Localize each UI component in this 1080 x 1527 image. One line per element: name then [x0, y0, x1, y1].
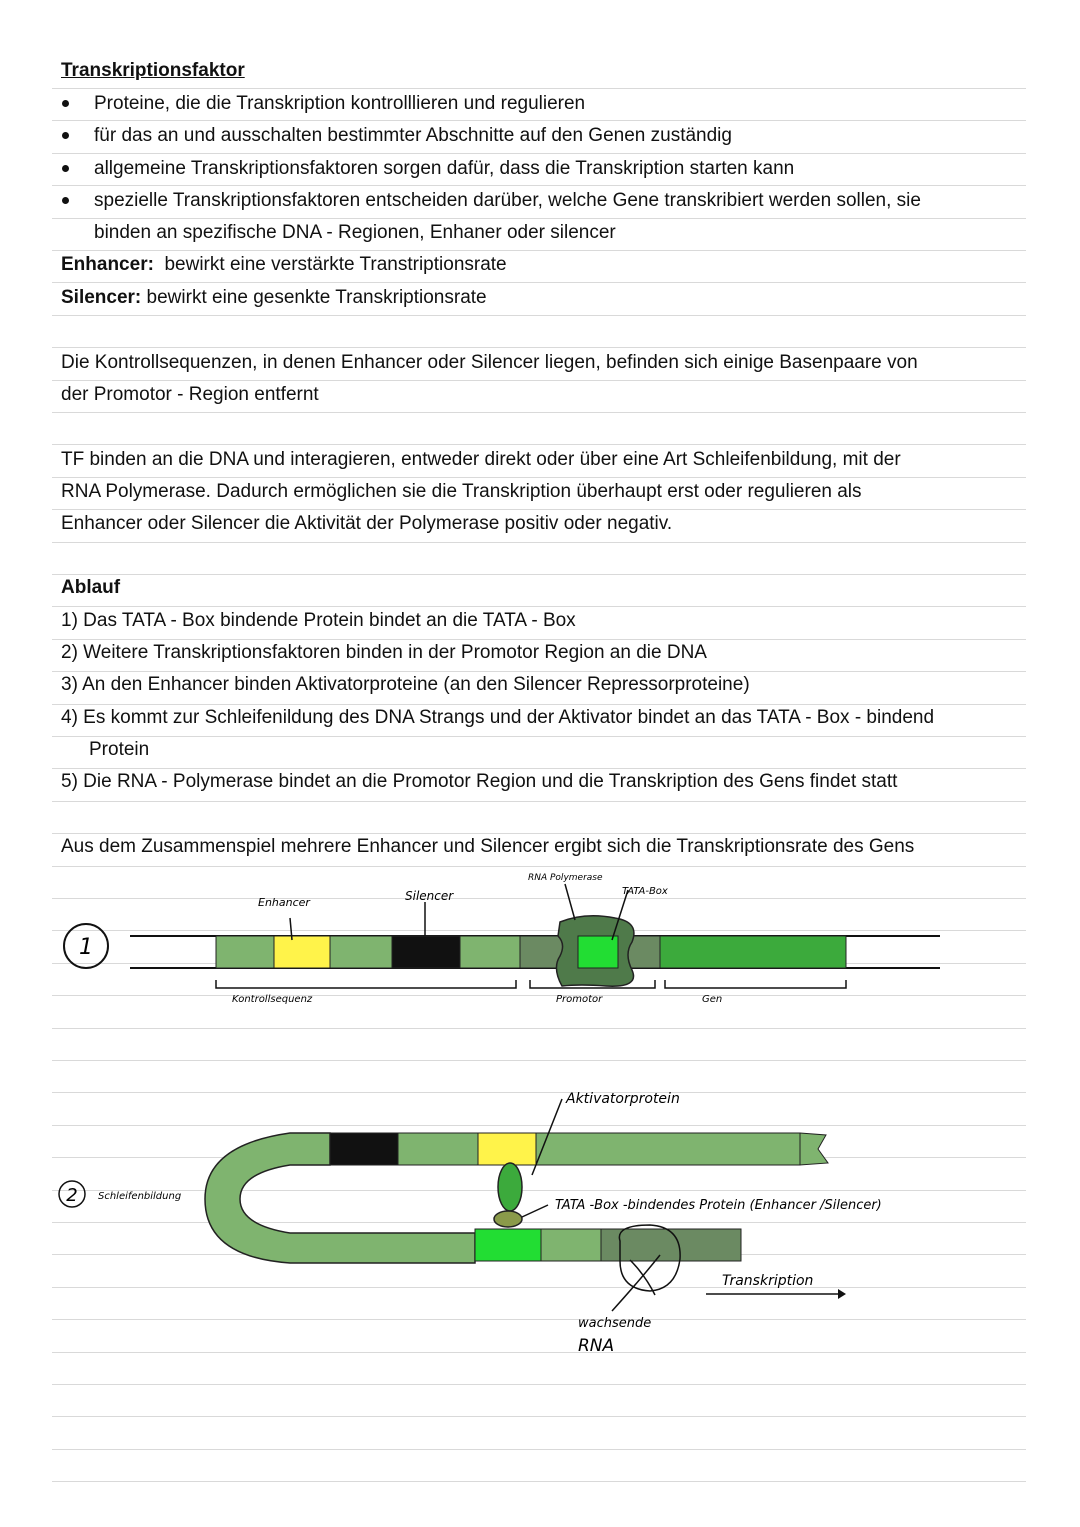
silencer-def: bewirkt eine gesenkte Transkriptionsrate	[146, 287, 487, 308]
ruled-line	[52, 704, 1026, 705]
bullet-item: spezielle Transkriptionsfaktoren entscheiden darüber, welche Gene transkribiert werden sollen, sie	[94, 190, 921, 211]
strand-segment	[541, 1229, 601, 1261]
gene-segment	[601, 1229, 741, 1261]
kontroll-segment	[330, 936, 392, 968]
ruled-line	[52, 1028, 1026, 1029]
kontroll-segment	[216, 936, 274, 968]
ruled-line	[52, 639, 1026, 640]
ablauf-step: 4) Es kommt zur Schleifenildung des DNA Strangs und der Aktivator bindet an das TATA - Box - bindend	[61, 707, 935, 728]
paragraph-line: der Promotor - Region entfernt	[61, 384, 319, 405]
ruled-line	[52, 380, 1026, 381]
section-title: Transkriptionsfaktor	[61, 60, 245, 81]
bullet-item: allgemeine Transkriptionsfaktoren sorgen dafür, dass die Transkription starten kann	[94, 158, 795, 179]
tbp-protein	[494, 1211, 522, 1227]
tata-box-segment	[475, 1229, 541, 1261]
arrowhead-icon	[838, 1289, 846, 1299]
ruled-line	[52, 477, 1026, 478]
ruled-line	[52, 542, 1026, 543]
enhancer-definition	[61, 254, 507, 276]
growing-rna-strand	[612, 1255, 660, 1311]
ruled-line	[52, 282, 1026, 283]
ruled-line	[52, 218, 1026, 219]
enhancer-segment	[478, 1133, 536, 1165]
label-schleifenbildung: Schleifenbildung	[98, 1191, 182, 1202]
ruled-line	[52, 88, 1026, 89]
bullet-dot	[62, 100, 69, 107]
silencer-term: Silencer:	[61, 287, 142, 308]
label-enhancer: Enhancer	[258, 896, 310, 909]
label-silencer: Silencer	[405, 889, 454, 903]
label-rna-line1: wachsende	[578, 1316, 652, 1331]
label-rna-polymerase: RNA Polymerase	[528, 873, 603, 883]
ruled-line	[52, 736, 1026, 737]
diagram-transcription-initiation	[0, 860, 1080, 1010]
ruled-line	[52, 1060, 1026, 1061]
ablauf-step: 1) Das TATA - Box bindende Protein bindet an die TATA - Box	[61, 610, 576, 631]
ruled-line	[52, 412, 1026, 413]
enhancer-segment	[274, 936, 330, 968]
ablauf-title: Ablauf	[61, 577, 121, 598]
ruled-line	[52, 1384, 1026, 1385]
ruled-line	[52, 833, 1026, 834]
paragraph-line: Enhancer oder Silencer die Aktivität der Polymerase positiv oder negativ.	[61, 513, 673, 534]
ablauf-step-continuation: Protein	[89, 739, 150, 760]
label-kontrollsequenz: Kontrollsequenz	[232, 994, 313, 1005]
ablauf-step: 3) An den Enhancer binden Aktivatorproteine (an den Silencer Repressorproteine)	[61, 674, 750, 695]
label-rna-line2: RNA	[578, 1336, 615, 1356]
strand-segment	[536, 1133, 800, 1165]
bullet-item: für das an und ausschalten bestimmter Abschnitte auf den Genen zuständig	[94, 125, 732, 146]
ruled-line	[52, 768, 1026, 769]
summary-line: Aus dem Zusammenspiel mehrere Enhancer und Silencer ergibt sich die Transkriptionsrate des Gens	[61, 836, 915, 857]
tata-box-segment	[578, 936, 618, 968]
ruled-line	[52, 315, 1026, 316]
label-tata-box: TATA-Box	[622, 886, 668, 897]
label-transkription: Transkription	[722, 1273, 814, 1289]
ruled-line	[52, 574, 1026, 575]
enhancer-def: bewirkt eine verstärkte Transtriptionsrate	[164, 254, 507, 275]
silencer-segment	[330, 1133, 398, 1165]
bullet-item: Proteine, die die Transkription kontrolllieren und regulieren	[94, 93, 586, 114]
bullet-dot	[62, 197, 69, 204]
silencer-segment	[392, 936, 460, 968]
ruled-line	[52, 671, 1026, 672]
paragraph-line: RNA Polymerase. Dadurch ermöglichen sie die Transkription überhaupt erst oder regulieren als	[61, 481, 862, 502]
ablauf-step: 5) Die RNA - Polymerase bindet an die Promotor Region und die Transkription des Gens findet statt	[61, 771, 898, 792]
ruled-line	[52, 120, 1026, 121]
ruled-line	[52, 185, 1026, 186]
bullet-dot	[62, 132, 69, 139]
gene-segment	[660, 936, 846, 968]
ruled-line	[52, 801, 1026, 802]
ruled-line	[52, 1416, 1026, 1417]
gene-bracket	[665, 980, 846, 988]
strand-segment	[398, 1133, 478, 1165]
step-number: 1	[79, 935, 93, 960]
paragraph-line: Die Kontrollsequenzen, in denen Enhancer oder Silencer liegen, befinden sich einige Basenpaare von	[61, 352, 918, 373]
ablauf-step: 2) Weitere Transkriptionsfaktoren binden in der Promotor Region an die DNA	[61, 642, 707, 663]
kontroll-segment	[460, 936, 520, 968]
label-gen: Gen	[702, 994, 723, 1005]
bullet-item-continuation: binden an spezifische DNA - Regionen, Enhaner oder silencer	[94, 222, 616, 243]
ruled-line	[52, 1449, 1026, 1450]
ruled-line	[52, 509, 1026, 510]
polymerase-pointer	[565, 884, 575, 920]
activator-protein	[498, 1163, 522, 1211]
enhancer-term: Enhancer:	[61, 254, 154, 275]
ruled-line	[52, 1481, 1026, 1482]
ruled-line	[52, 606, 1026, 607]
ruled-line	[52, 250, 1026, 251]
label-tbp: TATA -Box -bindendes Protein (Enhancer /Silencer)	[555, 1198, 882, 1213]
diagram-loop-formation	[0, 1075, 1080, 1365]
ruled-line	[52, 347, 1026, 348]
ruled-line	[52, 153, 1026, 154]
label-aktivatorprotein: Aktivatorprotein	[566, 1091, 680, 1107]
label-promotor: Promotor	[556, 994, 603, 1005]
paragraph-line: TF binden an die DNA und interagieren, entweder direkt oder über eine Art Schleifenbildung, mit der	[61, 449, 901, 470]
silencer-definition	[61, 287, 487, 309]
strand-end-top	[800, 1133, 828, 1165]
ruled-line	[52, 444, 1026, 445]
bullet-dot	[62, 165, 69, 172]
kontroll-bracket	[216, 980, 516, 988]
tbp-pointer	[522, 1205, 548, 1217]
step-number: 2	[66, 1185, 78, 1206]
